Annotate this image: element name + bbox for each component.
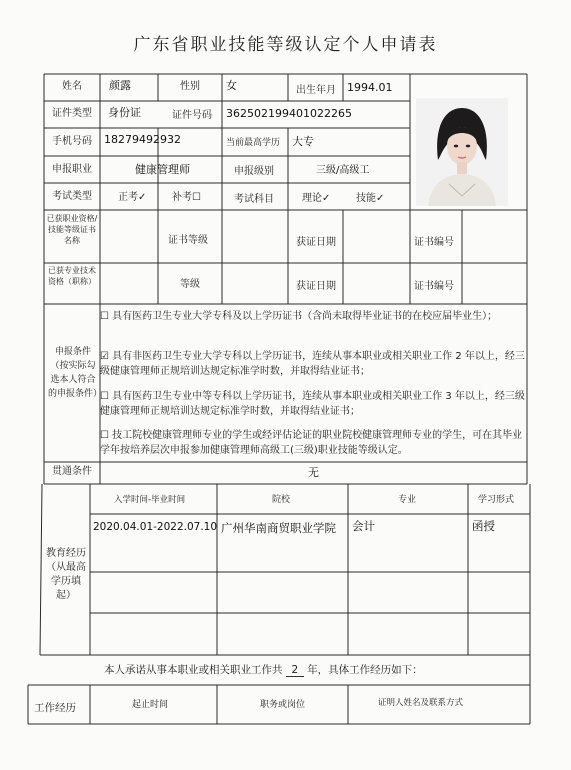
edu-header-period: 入学时间-毕业时间	[114, 495, 186, 505]
commitment-statement	[104, 665, 423, 677]
subject-theory-check: 理论✓	[302, 193, 331, 204]
exam-type-label: 考试类型	[52, 191, 92, 202]
exam-makeup-check: 补考☐	[172, 192, 201, 203]
name-value: 颜露	[109, 79, 131, 92]
condition-item[interactable]: ☐ 具有医药卫生专业大学专科及以上学历证书（含尚未取得毕业证书的在校应届毕业生）；	[100, 311, 498, 322]
through-value: 无	[308, 466, 319, 479]
id-number-label: 证件号码	[172, 110, 212, 121]
gender-value: 女	[226, 79, 237, 92]
work-header-position: 职务或岗位	[260, 700, 306, 710]
subject-skill-check: 技能✓	[356, 193, 385, 204]
cert-level-label: 证书等级	[168, 235, 208, 246]
through-label: 贯通条件	[52, 466, 92, 477]
phone-value: 18279492932	[104, 133, 181, 146]
occupation-label: 申报职业	[52, 164, 92, 175]
edu-period-value: 2020.04.01-2022.07.10	[93, 521, 218, 533]
title-grade-label: 等级	[180, 279, 200, 290]
birth-value: 1994.01	[347, 81, 393, 94]
education-label: 教育经历（从最高学历填起）	[46, 548, 86, 601]
commitment-years: 2	[286, 665, 304, 677]
education-level-value: 大专	[292, 135, 314, 148]
education-level-label: 当前最高学历	[226, 138, 281, 148]
edu-header-form: 学习形式	[478, 495, 515, 505]
condition-item[interactable]: ☐ 具有医药卫生专业中等专科以上学历证书，连续从事本职业或相关职业工作 3 年以上，经三级健康管理师正规培训达规定标准学时数，并取得结业证书；	[100, 391, 525, 417]
title-cert-label: 已获专业技术资格（职称）	[48, 266, 96, 286]
gender-label: 性别	[180, 81, 200, 92]
commitment-pre: 本人承诺从事本职业或相关职业工作共	[104, 664, 283, 676]
edu-major-value: 会计	[352, 519, 375, 533]
form-title: 广东省职业技能等级认定个人申请表	[133, 35, 438, 55]
cert-date-label: 获证日期	[296, 237, 336, 248]
edu-form-value: 函授	[472, 519, 495, 533]
id-number-value: 362502199401022265	[226, 107, 352, 120]
work-header-period: 起止时间	[132, 700, 169, 710]
edu-header-major: 专业	[398, 495, 417, 505]
conditions-label: 申报条件（按实际勾选本人符合的申报条件）	[48, 347, 103, 399]
occupation-value: 健康管理师	[135, 163, 190, 176]
commitment-post: 年，具体工作经历如下：	[307, 664, 423, 676]
birth-label: 出生年月	[296, 85, 336, 96]
id-type-value: 身份证	[108, 106, 141, 119]
condition-item[interactable]: ☐ 技工院校健康管理师专业的学生或经评估论证的职业院校健康管理师专业的学生，可在其毕业学年按培养层次申报参加健康管理师高级工(三级)职业技能等级认定。	[100, 430, 523, 456]
condition-item[interactable]: ☑ 具有非医药卫生专业大学专科以上学历证书，连续从事本职业或相关职业工作 2 年以上，经三级健康管理师正规培训达规定标准学时数，并取得结业证书；	[100, 351, 525, 377]
phone-label: 手机号码	[52, 136, 92, 147]
work-label: 工作经历	[34, 702, 76, 714]
exam-normal-check: 正考✓	[118, 192, 147, 203]
exam-subject-label: 考试科目	[234, 194, 274, 205]
edu-school-value: 广州华南商贸职业学院	[221, 521, 336, 535]
name-label: 姓名	[62, 81, 82, 92]
qualification-cert-label: 已获职业资格/技能等级证书名称	[46, 214, 98, 245]
level-value: 三级/高级工	[316, 165, 370, 176]
level-label: 申报级别	[234, 166, 274, 177]
title-number-label: 证书编号	[414, 281, 454, 292]
id-type-label: 证件类型	[52, 108, 92, 119]
title-date-label: 获证日期	[296, 281, 336, 292]
edu-header-school: 院校	[272, 495, 291, 505]
cert-number-label: 证书编号	[414, 237, 454, 248]
applicant-photo	[416, 98, 508, 206]
work-header-reference: 证明人姓名及联系方式	[378, 698, 464, 708]
